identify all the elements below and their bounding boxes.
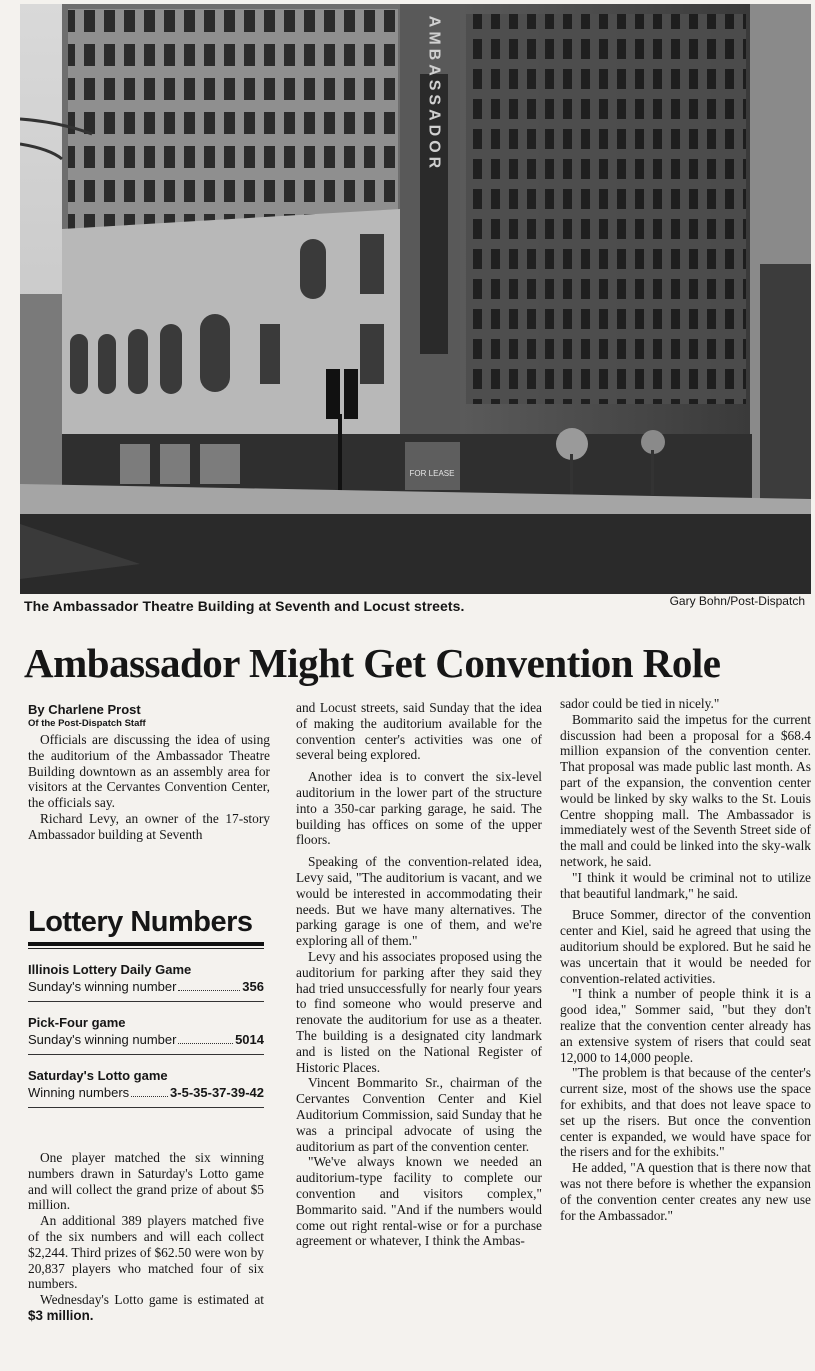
article-paragraph: Levy and his associates proposed using the auditorium for parking after they said they had tried unsuccessfully for nearly four years to find someone who would preserve and renovate the auditorium for use as a theater. The building is a designated city landmark and is listed on the National Register of Historic Places. bbox=[296, 948, 542, 1075]
leader-dots bbox=[178, 1043, 233, 1044]
leader-dots bbox=[131, 1096, 168, 1097]
article-paragraph: "I think a number of people think it is a good idea," Sommer said, "but they don't realize that the convention center already has an extensive system of risers that could seat 12,000 to 14,000 people. bbox=[560, 986, 811, 1065]
article-paragraph: "We've always known we needed an auditorium-type facility to complete our convention and visitors complex," Bommarito said. "And if the numbers would come out right rental-wise or for a purchase agreement or whatever, I think the Ambas- bbox=[296, 1154, 542, 1249]
article-paragraph: Another idea is to convert the six-level auditorium in the lower part of the structure into a 350-car parking garage, he said. The building has offices on some of the upper floors. bbox=[296, 769, 542, 848]
lottery-game-number: 356 bbox=[242, 979, 264, 994]
article-paragraph: Bommarito said the impetus for the current discussion had been a proposal for a $68.4 million expansion of the convention center. That proposal was made public last month. As part of the expansion, the convention center would be linked by sky walks to the St. Louis Centre shopping mall. The Ambassador is immediately west of the Seventh Street side of the mall and could be linked into the sky-walk network, he said. bbox=[560, 711, 811, 869]
lottery-separator bbox=[28, 1054, 264, 1055]
vertical-sign-text: AMBASSADOR bbox=[425, 15, 443, 173]
lottery-game-label: Sunday's winning number bbox=[28, 1032, 177, 1047]
photo-caption: The Ambassador Theatre Building at Seventh and Locust streets. bbox=[24, 598, 465, 614]
lottery-paragraph bbox=[28, 1292, 264, 1324]
lottery-paragraph: One player matched the six winning numbers drawn in Saturday's Lotto game and will collect the grand prize of about $5 million. bbox=[28, 1150, 264, 1213]
lottery-game-label: Winning numbers bbox=[28, 1085, 130, 1100]
article-paragraph: Vincent Bommarito Sr., chairman of the Cervantes Convention Center and Kiel Auditorium Commission, said Sunday that he was a principal advocate of using the auditorium as part of the convention center. bbox=[296, 1075, 542, 1154]
photo-credit: Gary Bohn/Post-Dispatch bbox=[669, 594, 805, 608]
lottery-game-number: 5014 bbox=[235, 1032, 264, 1047]
lottery-game-number: 3-5-35-37-39-42 bbox=[170, 1085, 264, 1100]
byline: By Charlene Prost bbox=[28, 702, 141, 717]
article-paragraph: Speaking of the convention-related idea, Levy said, "The auditorium is vacant, and we would be interested in accommodating their needs. But we have many alternatives. The parking garage is one of them, and we're exploring all of them." bbox=[296, 854, 542, 949]
building-photo bbox=[20, 4, 811, 594]
lottery-box bbox=[28, 905, 264, 1108]
lottery-game-label: Sunday's winning number bbox=[28, 979, 177, 994]
lottery-game bbox=[28, 1067, 264, 1108]
building-photo-illustration bbox=[20, 4, 811, 594]
lottery-separator bbox=[28, 1107, 264, 1108]
lottery-title: Lottery Numbers bbox=[28, 906, 253, 938]
lottery-paragraph: An additional 389 players matched five of the six numbers and will each collect $2,244. Third prizes of $62.50 were won by 20,837 players who matched four of six numbers. bbox=[28, 1213, 264, 1292]
article-column-3 bbox=[560, 696, 811, 1223]
storefront-sign-text: FOR LEASE bbox=[409, 469, 455, 478]
article-paragraph: Bruce Sommer, director of the convention center and Kiel, said he agreed that using the auditorium should be explored. But he said he was uncertain that it would be needed for convention-related activities. bbox=[560, 907, 811, 986]
article-paragraph: Officials are discussing the idea of using the auditorium of the Ambassador Theatre Building downtown as an assembly area for visitors at the Cervantes Convention Center, the officials say. bbox=[28, 732, 270, 811]
article-paragraph: "The problem is that because of the center's current size, most of the shows use the space for exhibits, and that does not leave space to set up the risers. But once the convention center is expanded, we would have space for the risers and for the exhibits." bbox=[560, 1065, 811, 1160]
lottery-game-title: Saturday's Lotto game bbox=[28, 1068, 168, 1083]
lottery-separator bbox=[28, 1001, 264, 1002]
leader-dots bbox=[178, 990, 240, 991]
article-paragraph: He added, "A question that is there now that was not there before is whether the expansion of the convention center creates any new use for the Ambassador." bbox=[560, 1160, 811, 1223]
lottery-rule bbox=[28, 942, 264, 946]
lottery-estimate-text: Wednesday's Lotto game is estimated at bbox=[40, 1292, 264, 1308]
lottery-text bbox=[28, 1150, 264, 1324]
article-paragraph: and Locust streets, said Sunday that the idea of making the auditorium available for the convention center's activities was one of several being explored. bbox=[296, 700, 542, 763]
byline-staff: Of the Post-Dispatch Staff bbox=[28, 718, 146, 729]
lottery-rule bbox=[28, 948, 264, 949]
article-paragraph: "I think it would be criminal not to utilize that beautiful landmark," he said. bbox=[560, 869, 811, 901]
lottery-estimate-amount: $3 million. bbox=[28, 1307, 94, 1323]
article-paragraph: Richard Levy, an owner of the 17-story Ambassador building at Seventh bbox=[28, 810, 270, 842]
headline: Ambassador Might Get Convention Role bbox=[24, 640, 721, 686]
lottery-game-title: Pick-Four game bbox=[28, 1015, 126, 1030]
article-paragraph: sador could be tied in nicely." bbox=[560, 696, 720, 711]
article-column-1 bbox=[28, 702, 270, 843]
lottery-game-title: Illinois Lottery Daily Game bbox=[28, 962, 192, 977]
article-column-2 bbox=[296, 700, 542, 1249]
lottery-game bbox=[28, 961, 264, 1002]
lottery-game bbox=[28, 1014, 264, 1055]
